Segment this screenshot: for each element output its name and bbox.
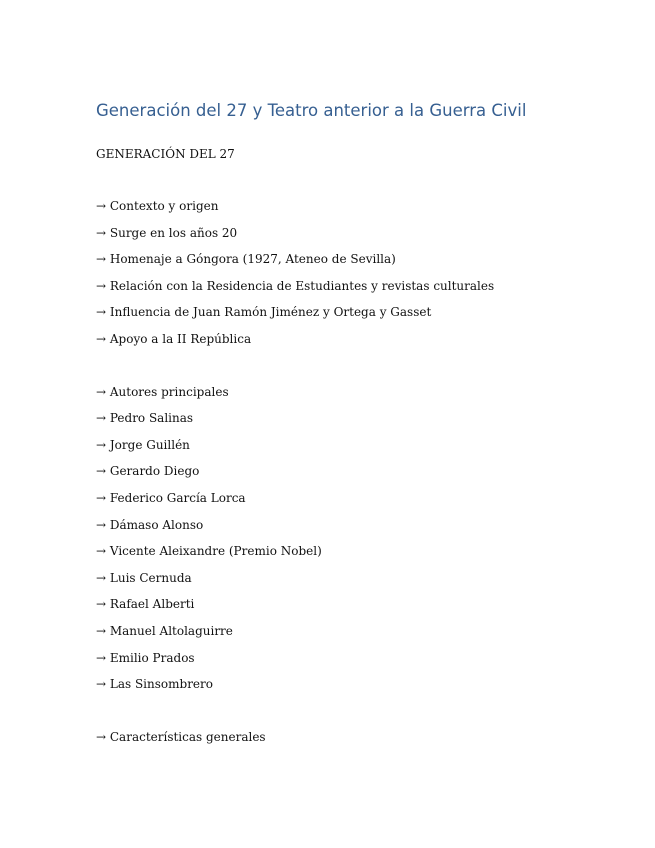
list-item: → Vicente Aleixandre (Premio Nobel)	[96, 544, 322, 559]
list-item: → Manuel Altolaguirre	[96, 623, 233, 638]
list-item: → Jorge Guillén	[96, 437, 190, 452]
list-item: → Federico García Lorca	[96, 490, 246, 505]
list-item: → Apoyo a la II República	[96, 331, 252, 346]
list-item: → Gerardo Diego	[96, 464, 200, 479]
list-item: → Homenaje a Góngora (1927, Ateneo de Sevilla)	[96, 252, 396, 267]
list-item: → Influencia de Juan Ramón Jiménez y Ortega y Gasset	[96, 305, 432, 320]
list-item: → Surge en los años 20	[96, 225, 238, 240]
list-item: → Las Sinsombrero	[96, 677, 213, 692]
section-heading: GENERACIÓN DEL 27	[96, 147, 235, 161]
authors-list	[96, 384, 616, 703]
list-item: → Relación con la Residencia de Estudiantes y revistas culturales	[96, 278, 495, 293]
context-list	[96, 198, 616, 358]
characteristics-list	[96, 729, 616, 756]
list-item: → Emilio Prados	[96, 650, 195, 665]
list-item: → Luis Cernuda	[96, 570, 192, 585]
list-item: → Características generales	[96, 729, 266, 744]
list-item: → Autores principales	[96, 384, 229, 399]
document-page	[96, 98, 616, 755]
list-item: → Dámaso Alonso	[96, 517, 204, 532]
list-item: → Contexto y origen	[96, 199, 219, 213]
list-item: → Pedro Salinas	[96, 411, 194, 426]
list-item: → Rafael Alberti	[96, 597, 195, 612]
document-title: Generación del 27 y Teatro anterior a la Guerra Civil	[96, 101, 527, 120]
